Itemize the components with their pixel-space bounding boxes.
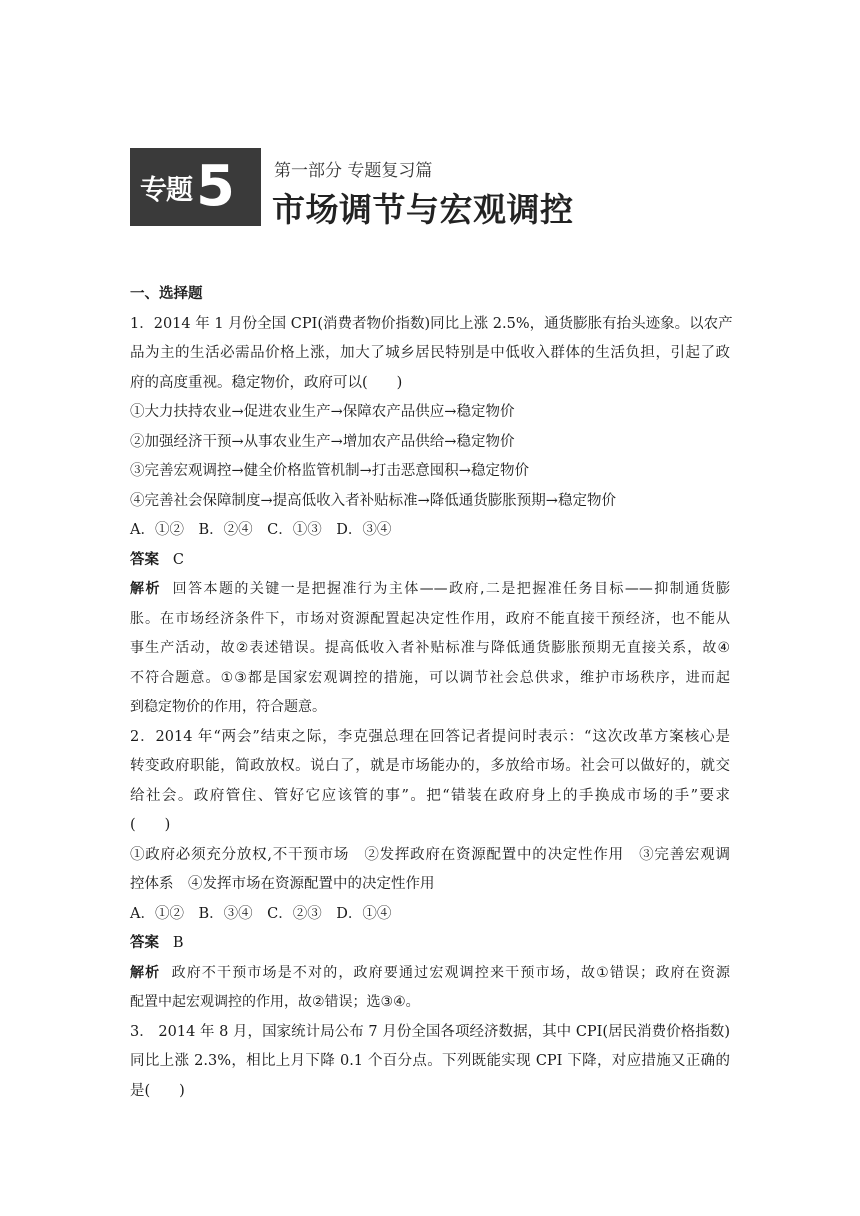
option-line: ③完善宏观调控→健全价格监管机制→打击恶意囤积→稳定物价: [130, 463, 529, 479]
answer-value: C: [172, 551, 184, 568]
question-line: ( ): [130, 817, 171, 833]
chapter-title: 市场调节与宏观调控: [272, 190, 574, 229]
section-title: 一、选择题: [130, 286, 203, 302]
question-3: [130, 1018, 730, 1107]
answer-value: B: [172, 935, 184, 951]
badge-label: 专题: [140, 174, 192, 206]
choices-line: A．①② B．②④ C．①③ D．③④: [130, 522, 392, 538]
answer-line: [130, 546, 730, 576]
analysis-label: 解析: [130, 964, 161, 981]
question-line: 转变政府职能，简政放权。说白了，就是市场能办的，多放给市场。社会可以做好的，就交: [130, 758, 730, 774]
analysis-text: 回答本题的关键一是把握准行为主体——政府,二是把握准任务目标——抑制通货膨: [172, 581, 731, 597]
option-line: ④完善社会保障制度→提高低收入者补贴标准→降低通货膨胀预期→稳定物价: [130, 492, 616, 509]
option-line: ②加强经济干预→从事农业生产→增加农产品供给→稳定物价: [130, 433, 515, 450]
badge-number: 5: [196, 154, 235, 219]
analysis-line: [130, 959, 730, 989]
option-line: 控体系 ④发挥市场在资源配置中的决定性作用: [130, 876, 435, 892]
question-2: [130, 723, 730, 1018]
question-line: 府的高度重视。稳定物价，政府可以( ): [130, 374, 403, 391]
question-line: 1．2014 年 1 月份全国 CPI(消费者物价指数)同比上涨 2.5%，通货膨胀有抬头迹象。以农产: [130, 315, 733, 332]
analysis-line: 到稳定物价的作用，符合题意。: [130, 699, 326, 715]
choices-line: A．①② B．③④ C．②③ D．①④: [130, 905, 392, 922]
question-line: 品为主的生活必需品价格上涨，加大了城乡居民特别是中低收入群体的生活负担，引起了政: [130, 345, 730, 361]
chapter-badge: [130, 148, 261, 226]
analysis-label: 解析: [130, 581, 161, 597]
analysis-line: [130, 575, 730, 605]
question-line: 3． 2014 年 8 月，国家统计局公布 7 月份全国各项经济数据，其中 CPI(居民消费价格指数): [130, 1023, 730, 1040]
analysis-line: 胀。在市场经济条件下，市场对资源配置起决定性作用，政府不能直接干预经济，也不能从: [130, 610, 730, 627]
option-line: ①政府必须充分放权,不干预市场 ②发挥政府在资源配置中的决定性作用 ③完善宏观调: [130, 846, 730, 863]
analysis-line: 配置中起宏观调控的作用，故②错误；选③④。: [130, 994, 420, 1010]
document-body: [130, 280, 733, 1106]
chapter-subtitle: 第一部分 专题复习篇: [274, 161, 433, 181]
question-line: 同比上涨 2.3%，相比上月下降 0.1 个百分点。下列既能实现 CPI 下降，对应措施又正确的: [130, 1053, 730, 1069]
analysis-text: 政府不干预市场是不对的，政府要通过宏观调控来干预市场，故①错误；政府在资源: [171, 964, 730, 981]
question-1: [130, 310, 733, 723]
analysis-line: 事生产活动，故②表述错误。提高低收入者补贴标准与降低通货膨胀预期无直接关系，故④: [130, 640, 730, 656]
question-line: 2．2014 年“两会”结束之际，李克强总理在回答记者提问时表示：“这次改革方案核心是: [130, 728, 730, 745]
answer-label: 答案: [130, 551, 159, 568]
question-line: 给社会。政府管住、管好它应该管的事”。把“错装在政府身上的手换成市场的手”要求: [130, 787, 730, 804]
question-line: 是( ): [130, 1082, 185, 1099]
option-line: ①大力扶持农业→促进农业生产→保障农产品供应→稳定物价: [130, 404, 515, 420]
analysis-line: 不符合题意。①③都是国家宏观调控的措施，可以调节社会总供求，维护市场秩序，进而起: [130, 669, 730, 686]
answer-line: [130, 929, 730, 959]
answer-label: 答案: [130, 935, 159, 951]
